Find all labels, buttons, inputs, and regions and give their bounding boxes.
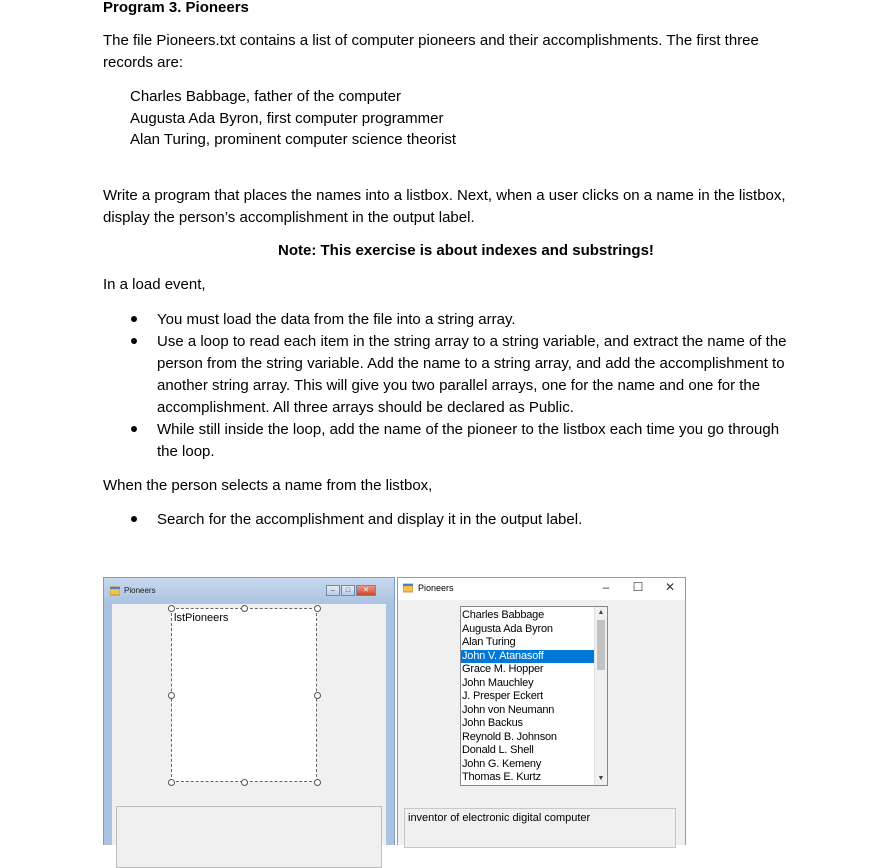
task-line-2: display the person’s accomplishment in the output label.	[103, 209, 475, 226]
bullet-dot	[131, 516, 137, 522]
load-bullet-1: You must load the data from the file into a string array.	[157, 311, 516, 328]
listbox-item[interactable]: J. Presper Eckert	[462, 690, 543, 702]
designer-client	[112, 604, 386, 845]
scroll-thumb[interactable]	[597, 620, 605, 670]
record-2: Augusta Ada Byron, first computer programmer	[130, 110, 444, 127]
listbox-item[interactable]: Augusta Ada Byron	[462, 622, 553, 635]
output-label: inventor of electronic digital computer	[404, 808, 676, 848]
listbox-name-label: lstPioneers	[174, 612, 229, 624]
listbox-item[interactable]: John G. Kemeny	[462, 757, 542, 770]
maximize-icon[interactable]: □	[341, 585, 355, 596]
record-1: Charles Babbage, father of the computer	[130, 88, 401, 105]
listbox-item[interactable]: Charles Babbage	[462, 609, 545, 621]
intro-line-2: records are:	[103, 54, 184, 71]
program-heading: Program 3. Pioneers	[103, 0, 249, 16]
designer-window	[103, 577, 395, 845]
resize-handle[interactable]	[168, 605, 175, 612]
close-icon[interactable]: ✕	[356, 585, 376, 596]
form-icon	[110, 586, 120, 596]
listbox-item[interactable]: John Mauchley	[462, 676, 534, 689]
load-bullet-2-line-1: Use a loop to read each item in the string array to a string variable, and extract the name of the	[157, 333, 787, 350]
bullet-dot	[131, 338, 137, 344]
scroll-down-icon[interactable]: ▼	[597, 775, 605, 782]
intro-line-1: The file Pioneers.txt contains a list of computer pioneers and their accomplishments. The first three	[103, 32, 759, 49]
resize-handle[interactable]	[241, 605, 248, 612]
listbox-item[interactable]: John V. Atanasoff	[461, 650, 595, 664]
listbox-item[interactable]: Alan Turing	[462, 636, 516, 648]
bullet-dot	[131, 426, 137, 432]
note: Note: This exercise is about indexes and substrings!	[278, 242, 654, 259]
maximize-icon[interactable]: ☐	[632, 580, 644, 594]
pioneers-listbox[interactable]	[460, 606, 608, 786]
resize-handle[interactable]	[241, 779, 248, 786]
select-bullet-1: Search for the accomplishment and display it in the output label.	[157, 511, 583, 528]
designer-titlebar	[104, 578, 394, 604]
listbox-item[interactable]: Donald L. Shell	[462, 744, 534, 756]
runtime-window	[397, 577, 686, 845]
load-bullet-2-line-2: person from the string variable. Add the name to a string array, and add the accomplishment to	[157, 355, 785, 372]
runtime-title: Pioneers	[418, 583, 454, 593]
scroll-up-icon[interactable]: ▲	[597, 609, 605, 616]
listbox-item[interactable]: Reynold B. Johnson	[462, 730, 557, 743]
resize-handle[interactable]	[168, 692, 175, 699]
load-bullet-3-line-1: While still inside the loop, add the name of the pioneer to the listbox each time you go through	[157, 421, 780, 438]
designer-listbox[interactable]	[171, 608, 317, 782]
listbox-item[interactable]: John von Neumann	[462, 703, 555, 716]
runtime-titlebar	[398, 578, 685, 600]
pioneers-list	[461, 607, 607, 785]
designer-title: Pioneers	[124, 586, 156, 595]
resize-handle[interactable]	[168, 779, 175, 786]
select-heading: When the person selects a name from the listbox,	[103, 477, 433, 494]
load-bullet-3-line-2: the loop.	[157, 443, 215, 460]
listbox-scrollbar[interactable]	[594, 607, 607, 785]
close-icon[interactable]: ✕	[664, 580, 676, 594]
listbox-item[interactable]: Thomas E. Kurtz	[462, 771, 541, 783]
load-bullet-2-line-4: accomplishment. All three arrays should be declared as Public.	[157, 399, 574, 416]
resize-handle[interactable]	[314, 779, 321, 786]
task-line-1: Write a program that places the names into a listbox. Next, when a user clicks on a name in the listbox,	[103, 187, 786, 204]
minimize-icon[interactable]: –	[326, 585, 340, 596]
form-icon	[403, 583, 413, 593]
bullet-dot	[131, 316, 137, 322]
listbox-item[interactable]: John Backus	[462, 717, 523, 729]
resize-handle[interactable]	[314, 605, 321, 612]
resize-handle[interactable]	[314, 692, 321, 699]
load-bullet-2-line-3: another string array. This will give you two parallel arrays, one for the name and one for the	[157, 377, 761, 394]
minimize-icon[interactable]: –	[602, 580, 610, 594]
designer-output-label	[116, 806, 382, 868]
record-3: Alan Turing, prominent computer science theorist	[130, 131, 456, 148]
load-heading: In a load event,	[103, 276, 206, 293]
listbox-item[interactable]: Grace M. Hopper	[462, 663, 544, 675]
